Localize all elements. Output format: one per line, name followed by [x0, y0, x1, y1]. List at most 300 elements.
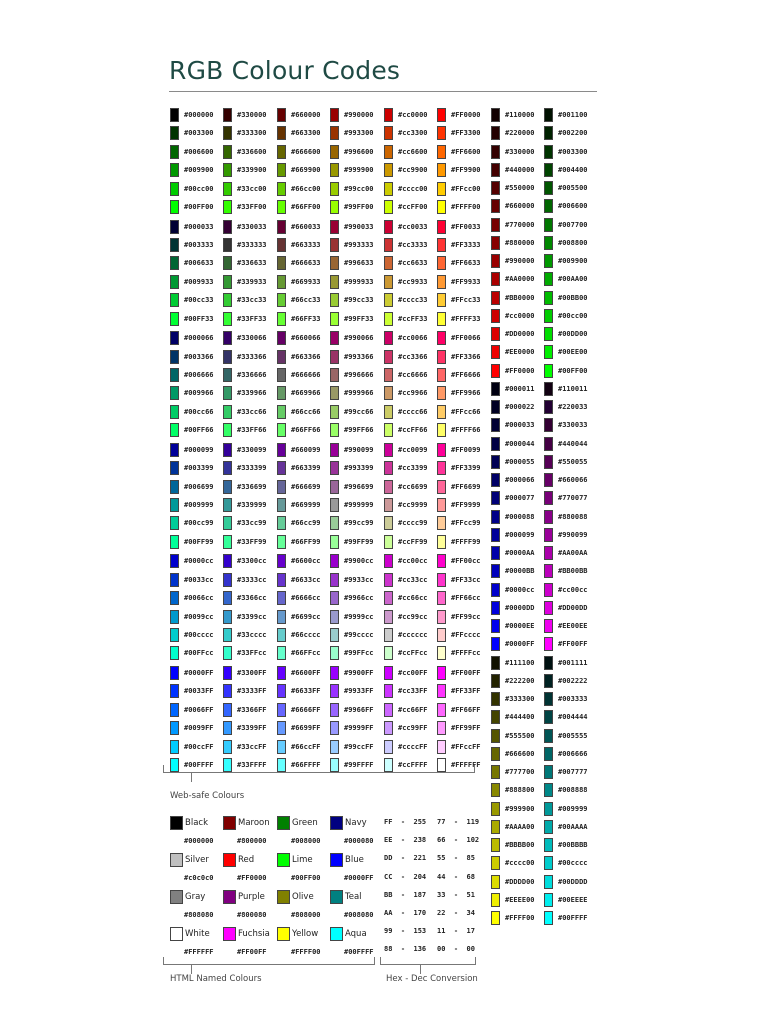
named-colour-code: #808000 [291, 911, 321, 919]
colour-code: #33FF99 [237, 537, 267, 546]
colour-code: #99FF33 [344, 314, 374, 323]
colour-code: #770077 [558, 494, 588, 503]
colour-swatch [544, 637, 553, 651]
colour-swatch [491, 291, 500, 305]
colour-code: #DD0000 [505, 330, 535, 338]
colour-code: #FF9999 [451, 501, 481, 509]
colour-swatch [223, 498, 232, 512]
colour-code: #ccFF00 [398, 203, 428, 211]
colour-swatch [170, 423, 179, 437]
colour-swatch [223, 368, 232, 382]
colour-code: #cc33cc [398, 575, 428, 584]
colour-swatch [544, 199, 553, 213]
colour-swatch [544, 710, 553, 724]
colour-code: #FFcc99 [451, 519, 481, 528]
colour-code: #cc00cc [558, 585, 588, 594]
colour-swatch [437, 573, 446, 587]
colour-swatch [491, 656, 500, 670]
colour-code: #009999 [558, 804, 588, 813]
colour-code: #FF9966 [451, 389, 481, 398]
colour-code: #333366 [237, 352, 267, 361]
colour-code: #009900 [184, 166, 214, 175]
colour-swatch [437, 312, 446, 326]
colour-code: #FF99cc [451, 612, 481, 621]
colour-code: #cc0099 [398, 445, 428, 454]
colour-swatch [330, 220, 339, 234]
colour-swatch [437, 666, 446, 680]
colour-code: #FFcc33 [451, 296, 481, 305]
colour-swatch [277, 312, 286, 326]
colour-code: #cc0000 [398, 111, 428, 119]
colour-code: #770000 [505, 220, 535, 229]
hex-dec-row: DD - 221 [384, 854, 427, 863]
colour-code: #33FF66 [237, 426, 267, 435]
colour-swatch [277, 386, 286, 400]
colour-swatch [330, 108, 339, 122]
colour-swatch [277, 108, 286, 122]
colour-code: #EEEE00 [505, 895, 535, 904]
named-colour-code: #800080 [237, 911, 267, 919]
colour-code: #FFccFF [451, 742, 481, 751]
colour-swatch [223, 740, 232, 754]
colour-swatch [170, 256, 179, 270]
colour-swatch [437, 256, 446, 270]
colour-swatch [437, 610, 446, 624]
colour-code: #993300 [344, 129, 374, 138]
colour-code: #00AAAA [558, 822, 588, 831]
colour-swatch [437, 498, 446, 512]
colour-swatch [277, 498, 286, 512]
colour-swatch [544, 729, 553, 743]
colour-code: #004400 [558, 165, 588, 174]
colour-swatch [223, 535, 232, 549]
colour-code: #336600 [237, 147, 267, 156]
colour-swatch [544, 619, 553, 633]
colour-code: #000033 [505, 421, 535, 430]
colour-code: #cc3399 [398, 464, 428, 473]
colour-code: #999966 [344, 389, 374, 398]
colour-swatch [437, 591, 446, 605]
colour-code: #9999FF [344, 724, 374, 733]
colour-code: #009966 [184, 389, 214, 398]
colour-swatch [544, 856, 553, 870]
colour-swatch [544, 491, 553, 505]
colour-swatch [384, 480, 393, 494]
colour-swatch [277, 182, 286, 196]
colour-swatch [277, 573, 286, 587]
colour-swatch [223, 646, 232, 660]
colour-swatch [384, 646, 393, 660]
colour-code: #660000 [291, 111, 321, 119]
named-colour-name: Aqua [345, 929, 367, 939]
colour-code: #66FF00 [291, 203, 321, 211]
colour-swatch [491, 364, 500, 378]
colour-swatch [330, 573, 339, 587]
colour-code: #000000 [184, 111, 214, 119]
colour-code: #AAAA00 [505, 822, 535, 831]
colour-swatch [544, 546, 553, 560]
colour-swatch [223, 443, 232, 457]
colour-code: #FFFF00 [451, 203, 481, 211]
colour-code: #FFFF99 [451, 537, 481, 546]
colour-swatch [491, 710, 500, 724]
colour-code: #220033 [558, 403, 588, 411]
colour-code: #FFFF33 [451, 314, 481, 323]
named-colour-code: #0000FF [344, 874, 374, 882]
colour-swatch [544, 875, 553, 889]
colour-code: #3366cc [237, 594, 267, 603]
colour-swatch [437, 368, 446, 382]
colour-swatch [170, 646, 179, 660]
colour-swatch [277, 628, 286, 642]
colour-code: #FF6666 [451, 371, 481, 379]
colour-code: #008800 [558, 238, 588, 247]
colour-swatch [223, 684, 232, 698]
colour-code: #66cc33 [291, 296, 321, 305]
colour-swatch [544, 893, 553, 907]
colour-code: #000066 [505, 476, 535, 484]
title-divider [169, 91, 597, 92]
colour-swatch [544, 473, 553, 487]
hex-dec-row: 44 - 68 [437, 872, 475, 881]
colour-code: #FF33cc [451, 575, 481, 584]
colour-code: #cc3333 [398, 241, 428, 249]
colour-code: #666600 [291, 147, 321, 156]
colour-swatch [544, 291, 553, 305]
colour-code: #6633FF [291, 687, 321, 696]
named-colour-swatch [170, 853, 183, 867]
colour-code: #cc3366 [398, 352, 428, 361]
colour-swatch [491, 510, 500, 524]
colour-code: #005500 [558, 184, 588, 192]
colour-swatch [544, 802, 553, 816]
named-colours-bracket [163, 957, 375, 965]
colour-swatch [491, 729, 500, 743]
colour-swatch [170, 498, 179, 512]
colour-code: #cc6600 [398, 147, 428, 156]
colour-swatch [491, 345, 500, 359]
colour-swatch [544, 418, 553, 432]
colour-swatch [223, 331, 232, 345]
colour-swatch [384, 666, 393, 680]
colour-code: #003366 [184, 352, 214, 361]
named-colour-swatch [330, 890, 343, 904]
colour-swatch [277, 666, 286, 680]
colour-code: #330033 [237, 222, 267, 231]
colour-swatch [277, 443, 286, 457]
colour-swatch [223, 516, 232, 530]
colour-swatch [544, 272, 553, 286]
colour-swatch [384, 182, 393, 196]
colour-code: #00FF00 [558, 366, 588, 375]
colour-swatch [437, 480, 446, 494]
colour-swatch [223, 275, 232, 289]
colour-swatch [170, 591, 179, 605]
colour-code: #990000 [344, 111, 374, 119]
colour-code: #FF3300 [451, 129, 481, 138]
colour-swatch [277, 516, 286, 530]
colour-code: #cccc00 [505, 859, 535, 868]
colour-swatch [491, 272, 500, 286]
colour-code: #9900cc [344, 557, 374, 566]
named-colour-name: Red [238, 855, 255, 865]
colour-swatch [223, 108, 232, 122]
colour-swatch [491, 108, 500, 122]
colour-swatch [277, 684, 286, 698]
colour-swatch [544, 181, 553, 195]
colour-code: #007700 [558, 220, 588, 229]
colour-swatch [330, 145, 339, 159]
colour-code: #cc0000 [505, 311, 535, 320]
colour-swatch [437, 200, 446, 214]
colour-swatch [437, 443, 446, 457]
colour-swatch [330, 666, 339, 680]
colour-code: #99cc99 [344, 519, 374, 528]
colour-code: #00FF66 [184, 426, 214, 435]
colour-swatch [223, 573, 232, 587]
colour-swatch [223, 423, 232, 437]
colour-code: #99cc66 [344, 407, 374, 416]
colour-code: #FF0099 [451, 445, 481, 454]
colour-code: #FF99FF [451, 724, 481, 733]
hex-dec-row: 66 - 102 [437, 836, 480, 845]
colour-swatch [277, 200, 286, 214]
colour-swatch [491, 382, 500, 396]
html-named-label: HTML Named Colours [170, 974, 262, 984]
colour-swatch [544, 838, 553, 852]
colour-code: #009999 [184, 501, 214, 509]
colour-code: #777700 [505, 768, 535, 776]
colour-swatch [384, 610, 393, 624]
colour-code: #cc9933 [398, 277, 428, 286]
colour-code: #9966cc [344, 594, 374, 603]
named-colour-code: #FFFFFF [184, 948, 214, 956]
colour-code: #990066 [344, 334, 374, 343]
colour-swatch [330, 163, 339, 177]
hex-dec-label: Hex - Dec Conversion [386, 974, 478, 984]
colour-code: #003333 [558, 695, 588, 703]
colour-swatch [330, 386, 339, 400]
colour-swatch [330, 182, 339, 196]
colour-swatch [544, 382, 553, 396]
colour-code: #0066FF [184, 705, 214, 714]
colour-swatch [170, 350, 179, 364]
colour-code: #FF66FF [451, 705, 481, 714]
colour-swatch [544, 510, 553, 524]
colour-swatch [223, 312, 232, 326]
colour-code: #003300 [558, 147, 588, 156]
colour-swatch [491, 783, 500, 797]
named-colour-swatch [277, 853, 290, 867]
colour-swatch [170, 443, 179, 457]
colour-swatch [330, 126, 339, 140]
colour-swatch [437, 145, 446, 159]
named-colour-name: White [185, 929, 210, 939]
named-colour-code: #00FF00 [291, 874, 321, 882]
colour-swatch [223, 220, 232, 234]
colour-swatch [544, 747, 553, 761]
colour-code: #666600 [505, 749, 535, 758]
colour-code: #FF33FF [451, 687, 481, 696]
colour-swatch [384, 684, 393, 698]
hex-dec-bracket [380, 957, 476, 965]
colour-code: #002200 [558, 129, 588, 138]
colour-swatch [491, 583, 500, 597]
named-colour-swatch [170, 890, 183, 904]
colour-code: #999933 [344, 277, 374, 286]
colour-swatch [384, 498, 393, 512]
colour-code: #006666 [184, 371, 214, 379]
colour-code: #339999 [237, 501, 267, 509]
colour-code: #ccFFcc [398, 649, 428, 658]
colour-swatch [170, 238, 179, 252]
hex-dec-row: FF - 255 [384, 818, 427, 826]
colour-code: #550000 [505, 184, 535, 192]
colour-swatch [330, 684, 339, 698]
colour-code: #006633 [184, 259, 214, 268]
colour-swatch [277, 405, 286, 419]
colour-swatch [330, 591, 339, 605]
colour-code: #000022 [505, 403, 535, 411]
colour-swatch [544, 765, 553, 779]
colour-code: #BB00BB [558, 567, 588, 576]
colour-swatch [170, 461, 179, 475]
colour-code: #110011 [558, 384, 588, 393]
colour-code: #004444 [558, 713, 588, 722]
hex-dec-row: 77 - 119 [437, 818, 480, 826]
colour-swatch [544, 437, 553, 451]
colour-code: #660066 [291, 334, 321, 343]
colour-code: #990000 [505, 257, 535, 265]
colour-swatch [277, 368, 286, 382]
colour-swatch [277, 145, 286, 159]
colour-swatch [170, 220, 179, 234]
colour-swatch [277, 554, 286, 568]
colour-swatch [491, 199, 500, 213]
colour-code: #000033 [184, 222, 214, 231]
colour-swatch [223, 182, 232, 196]
web-safe-label: Web-safe Colours [170, 791, 245, 801]
colour-swatch [277, 423, 286, 437]
colour-swatch [544, 656, 553, 670]
colour-swatch [330, 480, 339, 494]
colour-swatch [437, 721, 446, 735]
colour-swatch [384, 163, 393, 177]
colour-code: #EE00EE [558, 622, 588, 630]
colour-swatch [384, 350, 393, 364]
colour-code: #66cc66 [291, 407, 321, 416]
named-colour-swatch [330, 853, 343, 867]
colour-swatch [491, 765, 500, 779]
colour-code: #330033 [558, 421, 588, 430]
colour-code: #FFcc00 [451, 184, 481, 193]
colour-code: #00FFFF [184, 761, 214, 769]
colour-code: #FF6699 [451, 482, 481, 491]
colour-swatch [170, 666, 179, 680]
colour-code: #00cc33 [184, 296, 214, 305]
web-safe-bracket-tick [191, 773, 192, 782]
colour-swatch [544, 528, 553, 542]
colour-code: #00cc99 [184, 519, 214, 528]
colour-code: #ccccFF [398, 742, 428, 751]
colour-code: #0000cc [505, 585, 535, 594]
colour-code: #cc9900 [398, 166, 428, 175]
colour-code: #FF9933 [451, 277, 481, 286]
colour-code: #99cccc [344, 631, 374, 639]
colour-code: #0033cc [184, 575, 214, 584]
colour-swatch [544, 218, 553, 232]
colour-code: #663333 [291, 241, 321, 249]
colour-swatch [437, 293, 446, 307]
colour-code: #FF0000 [451, 111, 481, 119]
colour-code: #FFFFcc [451, 649, 481, 658]
colour-swatch [330, 703, 339, 717]
named-colour-name: Lime [292, 855, 313, 865]
colour-swatch [170, 554, 179, 568]
colour-code: #FF0066 [451, 334, 481, 343]
colour-code: #99FF00 [344, 203, 374, 211]
colour-swatch [491, 473, 500, 487]
colour-code: #110000 [505, 111, 535, 119]
colour-code: #996633 [344, 259, 374, 268]
colour-code: #669900 [291, 166, 321, 175]
colour-swatch [384, 516, 393, 530]
colour-code: #cc0033 [398, 222, 428, 231]
colour-code: #cc9999 [398, 501, 428, 509]
colour-code: #BBBB00 [505, 841, 535, 849]
colour-swatch [330, 256, 339, 270]
colour-swatch [491, 911, 500, 925]
colour-code: #cccc99 [398, 519, 428, 528]
colour-code: #3333cc [237, 575, 267, 584]
colour-code: #660099 [291, 445, 321, 454]
colour-swatch [491, 619, 500, 633]
colour-code: #000044 [505, 439, 535, 448]
colour-swatch [384, 312, 393, 326]
colour-swatch [170, 275, 179, 289]
colour-swatch [277, 163, 286, 177]
colour-swatch [330, 646, 339, 660]
colour-swatch [544, 400, 553, 414]
hex-dec-row: 99 - 153 [384, 927, 427, 936]
colour-swatch [437, 405, 446, 419]
colour-swatch [491, 838, 500, 852]
colour-code: #66FFcc [291, 649, 321, 658]
colour-code: #550055 [558, 457, 588, 466]
named-colour-swatch [223, 927, 236, 941]
colour-swatch [277, 238, 286, 252]
colour-swatch [277, 275, 286, 289]
colour-code: #66cccc [291, 631, 321, 639]
colour-code: #880088 [558, 512, 588, 521]
colour-swatch [491, 856, 500, 870]
colour-swatch [330, 368, 339, 382]
colour-swatch [330, 423, 339, 437]
colour-code: #FF0000 [505, 366, 535, 375]
hex-dec-row: AA - 170 [384, 909, 427, 917]
colour-code: #999900 [344, 166, 374, 175]
colour-swatch [491, 181, 500, 195]
colour-code: #99FF99 [344, 537, 374, 546]
colour-swatch [491, 893, 500, 907]
named-colour-name: Gray [185, 892, 206, 902]
colour-code: #FFcc66 [451, 407, 481, 416]
colour-swatch [384, 238, 393, 252]
colour-swatch [330, 535, 339, 549]
colour-code: #FF3399 [451, 464, 481, 473]
colour-code: #333333 [237, 241, 267, 249]
colour-code: #00FF33 [184, 314, 214, 323]
